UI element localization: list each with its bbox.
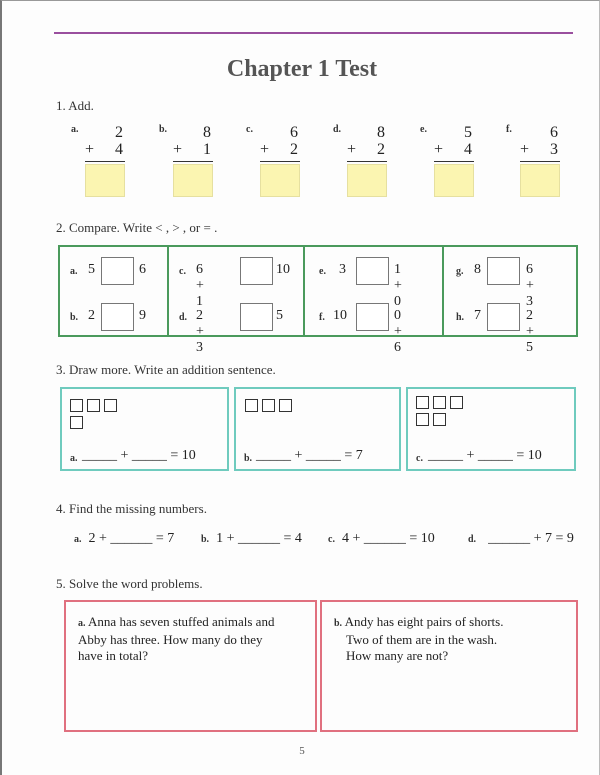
addend-bottom: 1 <box>203 141 211 158</box>
problem-label: d. <box>468 534 477 545</box>
square-shape <box>87 399 100 412</box>
square-shape <box>70 399 83 412</box>
addend-top: 8 <box>203 124 211 141</box>
problem-label: c. <box>328 534 335 545</box>
word-problem-b[interactable] <box>320 600 578 732</box>
addition-sentence[interactable]: _____ + _____ = 10 <box>82 448 196 463</box>
problem-label: d. <box>333 124 342 135</box>
page-number: 5 <box>299 745 305 757</box>
problem-label: b. <box>70 312 79 323</box>
problem-label: c. <box>416 453 423 464</box>
word-problem-line: Two of them are in the wash. <box>346 632 498 647</box>
problem-label: a. <box>74 534 82 545</box>
compare-left: 2 + 3 <box>196 308 204 355</box>
add-problem-e <box>420 124 480 204</box>
addend-top: 8 <box>377 124 385 141</box>
addend-top: 2 <box>115 124 123 141</box>
compare-right: 6 <box>139 262 146 277</box>
problem-label: a. <box>71 124 79 135</box>
problem-label: f. <box>506 124 512 135</box>
compare-answer-box[interactable] <box>240 303 273 331</box>
answer-box[interactable] <box>520 164 560 197</box>
compare-answer-box[interactable] <box>356 257 389 285</box>
compare-left: 10 <box>333 308 347 323</box>
answer-box[interactable] <box>347 164 387 197</box>
plus-sign: + <box>434 141 444 158</box>
problem-label: b. <box>244 453 253 464</box>
problem-label: c. <box>246 124 253 135</box>
word-problem-text <box>78 614 305 664</box>
q1-heading: 1. Add. <box>56 98 94 113</box>
answer-box[interactable] <box>85 164 125 197</box>
q5-heading: 5. Solve the word problems. <box>56 576 203 591</box>
addition-sentence[interactable]: _____ + _____ = 10 <box>428 448 542 463</box>
plus-sign: + <box>520 141 530 158</box>
compare-answer-box[interactable] <box>240 257 273 285</box>
plus-sign: + <box>173 141 183 158</box>
draw-box-b[interactable] <box>234 387 401 471</box>
problem-label: b. <box>159 124 168 135</box>
compare-answer-box[interactable] <box>101 303 134 331</box>
missing-number-text[interactable]: 4 + ______ = 10 <box>341 531 435 546</box>
compare-right: 10 <box>276 262 290 277</box>
word-problem-line: How many are not? <box>346 648 449 663</box>
plus-sign: + <box>260 141 270 158</box>
sum-line <box>260 161 300 162</box>
header-rule <box>54 32 573 34</box>
square-shape <box>245 399 258 412</box>
compare-answer-box[interactable] <box>487 257 520 285</box>
missing-number-b <box>201 529 302 547</box>
problem-label: a. <box>70 453 78 464</box>
compare-left: 2 <box>88 308 95 323</box>
problem-label: a. <box>70 266 78 277</box>
word-problem-text <box>334 614 566 664</box>
square-shape <box>104 399 117 412</box>
answer-box[interactable] <box>434 164 474 197</box>
missing-number-text[interactable]: ______ + 7 = 9 <box>488 531 574 546</box>
add-problem-c <box>246 124 306 204</box>
sum-line <box>347 161 387 162</box>
compare-column-4 <box>444 247 576 355</box>
draw-box-c[interactable] <box>406 387 576 471</box>
compare-right: 1 + 0 <box>394 262 402 309</box>
draw-box-a[interactable] <box>60 387 229 471</box>
word-problem-a[interactable] <box>64 600 317 732</box>
addend-top: 6 <box>290 124 298 141</box>
compare-column-3 <box>305 247 444 355</box>
problem-label: d. <box>179 312 188 323</box>
q4-heading: 4. Find the missing numbers. <box>56 501 207 516</box>
problem-label: e. <box>319 266 326 277</box>
square-shape <box>70 416 83 429</box>
addend-top: 6 <box>550 124 558 141</box>
word-problem-line: Abby has three. How many do they <box>78 632 263 647</box>
sum-line <box>520 161 560 162</box>
compare-grid <box>58 245 578 355</box>
sum-line <box>434 161 474 162</box>
problem-label: c. <box>179 266 186 277</box>
square-shape <box>433 413 446 426</box>
add-problem-d <box>333 124 393 204</box>
add-problem-a <box>71 124 131 204</box>
q2-heading: 2. Compare. Write < , > , or = . <box>56 220 218 235</box>
addend-bottom: 3 <box>550 141 558 158</box>
square-shape <box>450 396 463 409</box>
sum-line <box>173 161 213 162</box>
compare-right: 5 <box>276 308 283 323</box>
missing-number-a <box>74 529 174 547</box>
addend-bottom: 4 <box>464 141 472 158</box>
square-shape <box>433 396 446 409</box>
page-title: Chapter 1 Test <box>226 56 378 82</box>
addend-bottom: 4 <box>115 141 123 158</box>
sum-line <box>85 161 125 162</box>
missing-number-text[interactable]: 1 + ______ = 4 <box>216 531 302 546</box>
compare-right: 2 + 5 <box>526 308 534 355</box>
compare-left: 3 <box>339 262 346 277</box>
compare-left: 5 <box>88 262 95 277</box>
square-shape <box>262 399 275 412</box>
problem-label: e. <box>420 124 427 135</box>
compare-answer-box[interactable] <box>487 303 520 331</box>
problem-label: h. <box>456 312 465 323</box>
missing-number-text[interactable]: 2 + ______ = 7 <box>88 531 175 546</box>
problem-label: a. <box>78 618 86 629</box>
addend-bottom: 2 <box>290 141 298 158</box>
word-problem-line: Andy has eight pairs of shorts. <box>344 614 504 629</box>
square-shape <box>416 396 429 409</box>
missing-number-d <box>468 529 574 547</box>
compare-right: 6 + 3 <box>526 262 534 309</box>
answer-box[interactable] <box>173 164 213 197</box>
word-problem-line: Anna has seven stuffed animals and <box>88 614 275 629</box>
problem-label: b. <box>201 534 210 545</box>
compare-right: 9 <box>139 308 146 323</box>
word-problem-line: have in total? <box>78 648 149 663</box>
add-problem-f <box>506 124 566 204</box>
problem-label: b. <box>334 618 343 629</box>
plus-sign: + <box>85 141 95 158</box>
compare-left: 6 + 1 <box>196 262 204 309</box>
compare-answer-box[interactable] <box>101 257 134 285</box>
answer-box[interactable] <box>260 164 300 197</box>
compare-column-2 <box>169 247 305 355</box>
addition-sentence[interactable]: _____ + _____ = 7 <box>256 448 363 463</box>
problem-label: g. <box>456 266 464 277</box>
compare-left: 8 <box>474 262 481 277</box>
q3-heading: 3. Draw more. Write an addition sentence. <box>56 362 276 377</box>
compare-answer-box[interactable] <box>356 303 389 331</box>
addend-bottom: 2 <box>377 141 385 158</box>
square-shape <box>416 413 429 426</box>
compare-left: 7 <box>474 308 481 323</box>
add-problem-b <box>159 124 219 204</box>
compare-right: 0 + 6 <box>394 308 402 355</box>
problem-label: f. <box>319 312 325 323</box>
plus-sign: + <box>347 141 357 158</box>
addend-top: 5 <box>464 124 472 141</box>
square-shape <box>279 399 292 412</box>
compare-column-1 <box>60 247 169 335</box>
missing-number-c <box>328 529 435 547</box>
